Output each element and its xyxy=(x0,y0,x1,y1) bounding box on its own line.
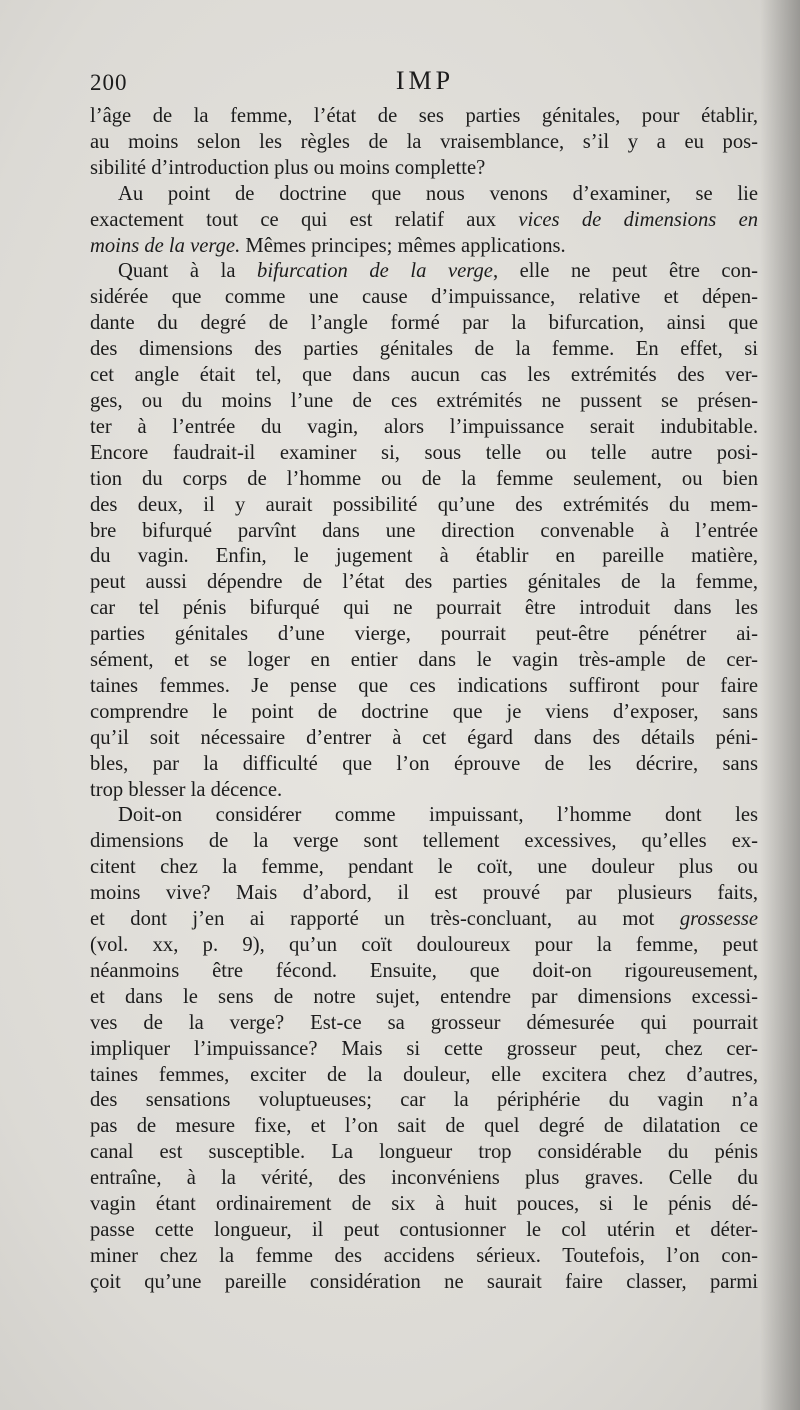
text-line: pas de mesure fixe, et l’on sait de quel degré de dilatation ce xyxy=(90,1115,758,1138)
text-line: miner chez la femme des accidens sérieux. Toutefois, l’on con- xyxy=(90,1244,758,1267)
italic-term: grossesse xyxy=(679,908,758,931)
text-line: sément, et se loger en entier dans le vagin très-ample de cer- xyxy=(90,649,758,672)
running-head: IMP xyxy=(395,66,455,95)
text-line: sidérée que comme une cause d’impuissance, relative et dépen- xyxy=(90,286,758,309)
text-line: taines femmes, exciter de la douleur, elle excitera chez d’autres, xyxy=(90,1063,758,1086)
text-line: moins de la verge. Mêmes principes; mêmes applications. xyxy=(90,234,566,257)
text-line: passe cette longueur, il peut contusionner le col utérin et déter- xyxy=(90,1218,758,1241)
text-line: qu’il soit nécessaire d’entrer à cet égard dans des détails péni- xyxy=(90,726,758,749)
text-line: Quant à la bifurcation de la verge, elle ne peut être con- xyxy=(118,260,758,283)
text-line: bles, par la difficulté que l’on éprouve de les décrire, sans xyxy=(90,752,758,775)
text-line: ter à l’entrée du vagin, alors l’impuissance serait indubitable. xyxy=(90,415,758,438)
text-line: bre bifurqué parvînt dans une direction convenable à l’entrée xyxy=(90,519,758,542)
text-line: dimensions de la verge sont tellement excessives, qu’elles ex- xyxy=(90,830,758,853)
page-edge-shadow xyxy=(760,0,800,1410)
text-line: ves de la verge? Est-ce sa grosseur démesurée qui pourrait xyxy=(90,1011,758,1034)
text-line: moins vive? Mais d’abord, il est prouvé par plusieurs faits, xyxy=(90,882,758,905)
italic-term: vices de dimensions en xyxy=(518,208,759,231)
text-line: trop blesser la décence. xyxy=(90,778,283,801)
italic-term: moins de la verge. xyxy=(90,234,241,257)
text-line: Encore faudrait-il examiner si, sous telle ou telle autre posi- xyxy=(90,441,758,464)
text-line: citent chez la femme, pendant le coït, une douleur plus ou xyxy=(90,856,758,879)
text-line: taines femmes. Je pense que ces indications suffiront pour faire xyxy=(90,674,758,697)
text-line: et dans le sens de notre sujet, entendre par dimensions excessi- xyxy=(90,985,758,1008)
page-number: 200 xyxy=(90,70,128,95)
page-header xyxy=(90,66,760,102)
text-line: des dimensions des parties génitales de la femme. En effet, si xyxy=(90,338,758,361)
text-line: des sensations voluptueuses; car la périphérie du vagin n’a xyxy=(90,1089,758,1112)
text-line: du vagin. Enfin, le jugement à établir en pareille matière, xyxy=(90,545,758,568)
text-line: des deux, il y aurait possibilité qu’une des extrémités du mem- xyxy=(90,493,758,516)
text-line: canal est susceptible. La longueur trop considérable du pénis xyxy=(90,1141,758,1164)
text-line: (vol. xx, p. 9), qu’un coït douloureux pour la femme, peut xyxy=(90,934,758,956)
text-line: exactement tout ce qui est relatif aux vices de dimensions en xyxy=(90,208,759,231)
text-line: tion du corps de l’homme ou de la femme seulement, ou bien xyxy=(90,467,758,490)
text-line: Au point de doctrine que nous venons d’examiner, se lie xyxy=(118,182,758,205)
text-line: entraîne, à la vérité, des inconvéniens plus graves. Celle du xyxy=(90,1167,758,1190)
text-line: au moins selon les règles de la vraisemblance, s’il y a eu pos- xyxy=(90,130,758,153)
text-line: impliquer l’impuissance? Mais si cette grosseur peut, chez cer- xyxy=(90,1037,758,1060)
text-line: cet angle était tel, que dans aucun cas les extrémités des ver- xyxy=(90,364,758,387)
text-line: Doit-on considérer comme impuissant, l’homme dont les xyxy=(118,804,758,827)
text-line: car tel pénis bifurqué qui ne pourrait être introduit dans les xyxy=(90,597,758,620)
text-line: comprendre le point de doctrine que je viens d’exposer, sans xyxy=(90,700,758,723)
text-line: peut aussi dépendre de l’état des parties génitales de la femme, xyxy=(90,571,758,594)
text-line: néanmoins être fécond. Ensuite, que doit-on rigoureusement, xyxy=(90,959,758,982)
text-line: parties génitales d’une vierge, pourrait peut-être pénétrer ai- xyxy=(90,623,758,646)
text-line: dante du degré de l’angle formé par la bifurcation, ainsi que xyxy=(90,312,758,335)
text-line: et dont j’en ai rapporté un très-concluant, au mot grossesse xyxy=(90,908,758,931)
text-line: sibilité d’introduction plus ou moins complette? xyxy=(90,156,486,179)
text-line: ges, ou du moins l’une de ces extrémités ne pussent se présen- xyxy=(90,389,758,412)
text-line: l’âge de la femme, l’état de ses parties génitales, pour établir, xyxy=(90,105,758,127)
italic-term: bifurcation de la verge xyxy=(257,260,493,283)
text-line: vagin étant ordinairement de six à huit pouces, si le pénis dé- xyxy=(90,1193,758,1216)
text-line: çoit qu’une pareille considération ne saurait faire classer, parmi xyxy=(90,1270,758,1293)
body-text xyxy=(90,104,758,1296)
